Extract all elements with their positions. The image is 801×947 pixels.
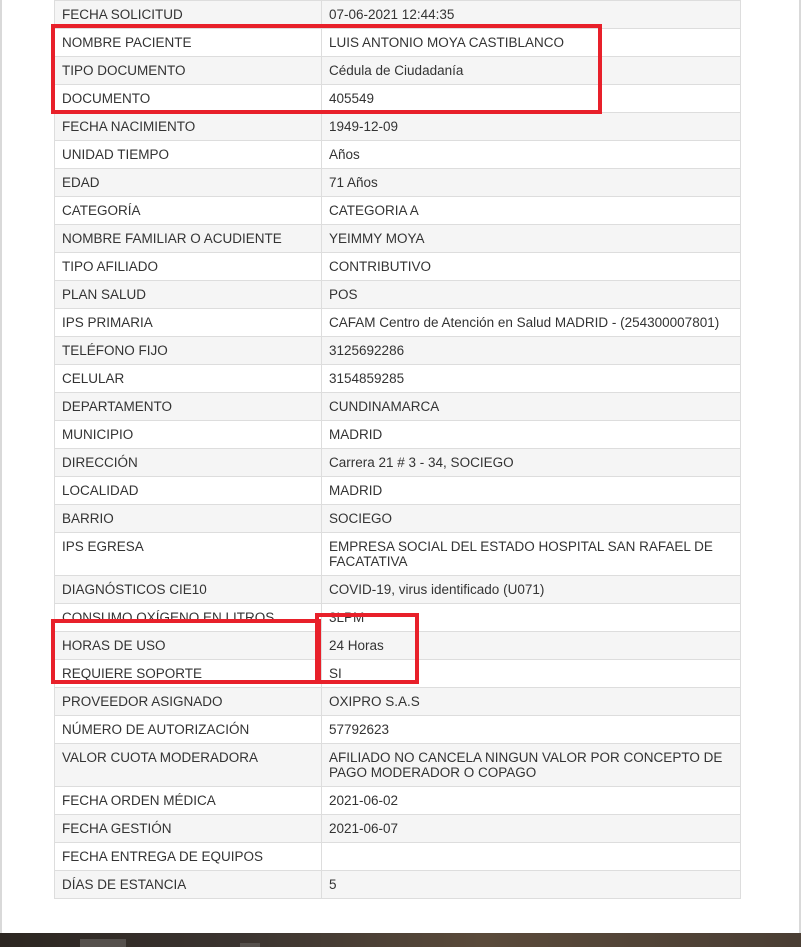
row-label: PLAN SALUD xyxy=(55,281,322,309)
row-value: 3154859285 xyxy=(322,365,741,393)
table-row xyxy=(55,393,741,421)
row-label: FECHA GESTIÓN xyxy=(55,815,322,843)
row-value: CATEGORIA A xyxy=(322,197,741,225)
table-row xyxy=(55,477,741,505)
table-row xyxy=(55,449,741,477)
row-value: 1949-12-09 xyxy=(322,113,741,141)
row-value: SOCIEGO xyxy=(322,505,741,533)
row-label: DOCUMENTO xyxy=(55,85,322,113)
table-row xyxy=(55,57,741,85)
table-row xyxy=(55,632,741,660)
table-row xyxy=(55,843,741,871)
row-value: LUIS ANTONIO MOYA CASTIBLANCO xyxy=(322,29,741,57)
row-label: IPS PRIMARIA xyxy=(55,309,322,337)
table-row xyxy=(55,660,741,688)
left-margin xyxy=(0,0,2,933)
row-value: YEIMMY MOYA xyxy=(322,225,741,253)
row-label: DEPARTAMENTO xyxy=(55,393,322,421)
table-row xyxy=(55,787,741,815)
row-label: TIPO AFILIADO xyxy=(55,253,322,281)
row-label: FECHA NACIMIENTO xyxy=(55,113,322,141)
row-value xyxy=(322,843,741,871)
row-label: CELULAR xyxy=(55,365,322,393)
row-label: IPS EGRESA xyxy=(55,533,322,576)
row-value: AFILIADO NO CANCELA NINGUN VALOR POR CONCEPTO DE PAGO MODERADOR O COPAGO xyxy=(322,744,741,787)
row-label: NÚMERO DE AUTORIZACIÓN xyxy=(55,716,322,744)
taskbar-button[interactable] xyxy=(80,939,126,947)
row-value: 5 xyxy=(322,871,741,899)
table-row xyxy=(55,253,741,281)
row-label: FECHA ENTREGA DE EQUIPOS xyxy=(55,843,322,871)
row-label: HORAS DE USO xyxy=(55,632,322,660)
patient-info-table xyxy=(54,0,741,899)
row-label: BARRIO xyxy=(55,505,322,533)
row-label: TIPO DOCUMENTO xyxy=(55,57,322,85)
row-label: TELÉFONO FIJO xyxy=(55,337,322,365)
row-value: 405549 xyxy=(322,85,741,113)
row-label: DÍAS DE ESTANCIA xyxy=(55,871,322,899)
table-row xyxy=(55,1,741,29)
row-value: CAFAM Centro de Atención en Salud MADRID - (254300007801) xyxy=(322,309,741,337)
row-value: 07-06-2021 12:44:35 xyxy=(322,1,741,29)
row-value: 2021-06-02 xyxy=(322,787,741,815)
taskbar xyxy=(0,933,801,947)
table-row xyxy=(55,365,741,393)
row-label: LOCALIDAD xyxy=(55,477,322,505)
row-value: COVID-19, virus identificado (U071) xyxy=(322,576,741,604)
row-label: CATEGORÍA xyxy=(55,197,322,225)
row-value: Años xyxy=(322,141,741,169)
table-row xyxy=(55,85,741,113)
row-value: Cédula de Ciudadanía xyxy=(322,57,741,85)
table-row xyxy=(55,688,741,716)
table-row xyxy=(55,871,741,899)
table-row xyxy=(55,716,741,744)
row-label: NOMBRE FAMILIAR O ACUDIENTE xyxy=(55,225,322,253)
row-value: OXIPRO S.A.S xyxy=(322,688,741,716)
row-label: FECHA SOLICITUD xyxy=(55,1,322,29)
table-row xyxy=(55,533,741,576)
row-label: UNIDAD TIEMPO xyxy=(55,141,322,169)
row-value: 2021-06-07 xyxy=(322,815,741,843)
row-label: NOMBRE PACIENTE xyxy=(55,29,322,57)
row-value: 3LPM xyxy=(322,604,741,632)
taskbar-indicator xyxy=(240,943,260,947)
row-label: EDAD xyxy=(55,169,322,197)
row-value: MADRID xyxy=(322,421,741,449)
row-value: CONTRIBUTIVO xyxy=(322,253,741,281)
table-row xyxy=(55,309,741,337)
table-row xyxy=(55,337,741,365)
table-row xyxy=(55,141,741,169)
row-value: CUNDINAMARCA xyxy=(322,393,741,421)
table-row xyxy=(55,29,741,57)
table-row xyxy=(55,744,741,787)
row-label: CONSUMO OXÍGENO EN LITROS xyxy=(55,604,322,632)
row-value: 57792623 xyxy=(322,716,741,744)
table-row xyxy=(55,281,741,309)
row-value: 71 Años xyxy=(322,169,741,197)
table-row xyxy=(55,225,741,253)
row-value: 24 Horas xyxy=(322,632,741,660)
row-value: Carrera 21 # 3 - 34, SOCIEGO xyxy=(322,449,741,477)
row-label: MUNICIPIO xyxy=(55,421,322,449)
row-value: SI xyxy=(322,660,741,688)
row-label: PROVEEDOR ASIGNADO xyxy=(55,688,322,716)
table-row xyxy=(55,815,741,843)
table-row xyxy=(55,576,741,604)
row-label: DIAGNÓSTICOS CIE10 xyxy=(55,576,322,604)
row-label: DIRECCIÓN xyxy=(55,449,322,477)
table-row xyxy=(55,604,741,632)
table-row xyxy=(55,421,741,449)
table-row xyxy=(55,505,741,533)
row-value: EMPRESA SOCIAL DEL ESTADO HOSPITAL SAN RAFAEL DE FACATATIVA xyxy=(322,533,741,576)
row-label: REQUIERE SOPORTE xyxy=(55,660,322,688)
row-label: VALOR CUOTA MODERADORA xyxy=(55,744,322,787)
table-row xyxy=(55,169,741,197)
row-label: FECHA ORDEN MÉDICA xyxy=(55,787,322,815)
row-value: 3125692286 xyxy=(322,337,741,365)
table-row xyxy=(55,197,741,225)
row-value: POS xyxy=(322,281,741,309)
table-row xyxy=(55,113,741,141)
row-value: MADRID xyxy=(322,477,741,505)
